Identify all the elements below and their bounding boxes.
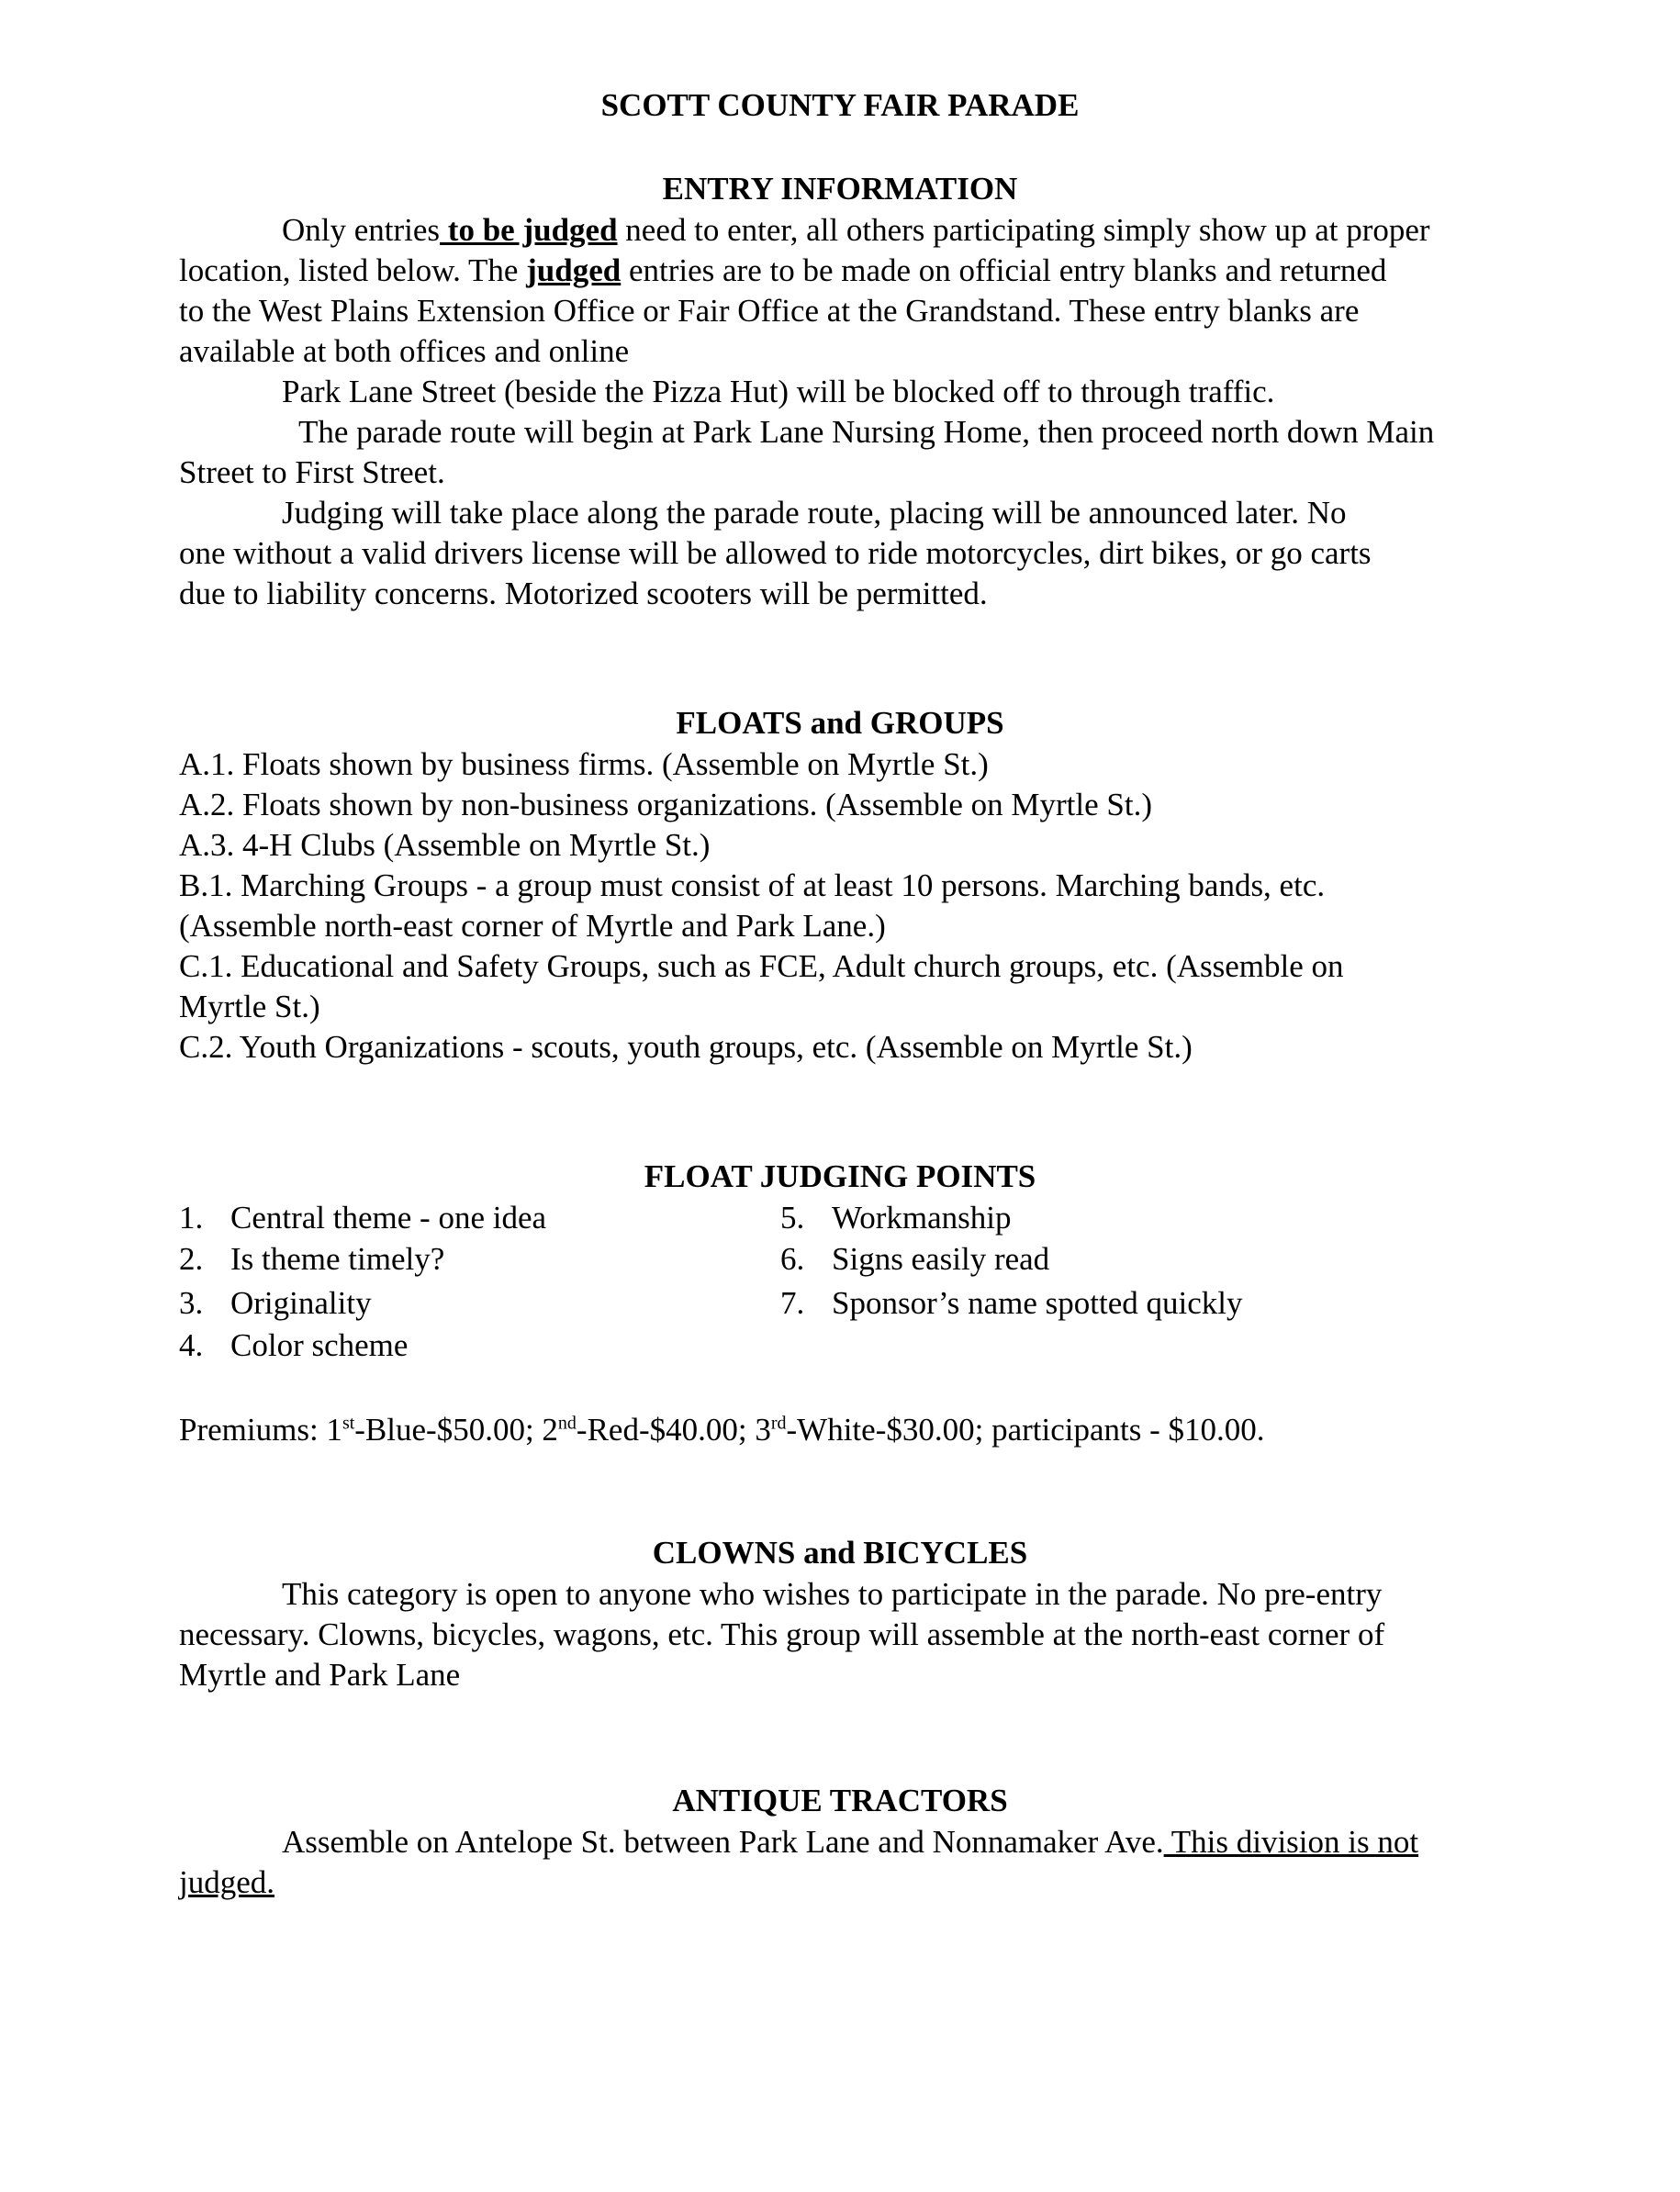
judging-point-2: 2. Is theme timely? xyxy=(179,1241,445,1277)
to-be-judged-emphasis: to be judged xyxy=(440,212,618,248)
floats-and-groups-heading: FLOATS and GROUPS xyxy=(676,705,1004,741)
floats-item-b1: B.1. Marching Groups - a group must consist of at least 10 persons. Marching bands, etc. xyxy=(179,867,1326,903)
clowns-line-3: Myrtle and Park Lane xyxy=(179,1657,461,1693)
entry-paragraph-4-line-1: Judging will take place along the parade route, placing will be announced later. No xyxy=(282,495,1347,531)
not-judged-note: This division is not xyxy=(1163,1824,1419,1860)
entry-paragraph-4-line-3: due to liability concerns. Motorized scooters will be permitted. xyxy=(179,576,988,611)
floats-item-c1: C.1. Educational and Safety Groups, such as FCE, Adult church groups, etc. (Assemble on xyxy=(179,948,1344,984)
tractors-line-1: Assemble on Antelope St. between Park Lane and Nonnamaker Ave. This division is not xyxy=(282,1824,1419,1860)
clowns-line-1: This category is open to anyone who wishes to participate in the parade. No pre-entry xyxy=(282,1576,1383,1612)
entry-paragraph-3-line-2: Street to First Street. xyxy=(179,454,445,490)
floats-item-a2: A.2. Floats shown by non-business organizations. (Assemble on Myrtle St.) xyxy=(179,787,1152,822)
entry-information-section xyxy=(179,210,1501,614)
entry-paragraph-1-line-4: available at both offices and online xyxy=(179,333,630,369)
clowns-line-2: necessary. Clowns, bicycles, wagons, etc. This group will assemble at the north-east corner of xyxy=(179,1616,1385,1652)
floats-item-b1-continued: (Assemble north-east corner of Myrtle and Park Lane.) xyxy=(179,908,886,944)
floats-item-c2: C.2. Youth Organizations - scouts, youth groups, etc. (Assemble on Myrtle St.) xyxy=(179,1029,1193,1065)
judged-emphasis: judged xyxy=(526,252,622,288)
tractors-line-2: judged. xyxy=(179,1864,275,1900)
premiums-line: Premiums: 1st-Blue-$50.00; 2nd-Red-$40.00; 3rd-White-$30.00; participants - $10.00. xyxy=(179,1412,1265,1448)
float-judging-points-heading: FLOAT JUDGING POINTS xyxy=(644,1158,1036,1194)
judging-point-1: 1. Central theme - one idea xyxy=(179,1200,547,1236)
clowns-and-bicycles-section xyxy=(179,1574,1501,1695)
judging-point-4: 4. Color scheme xyxy=(179,1327,409,1363)
antique-tractors-heading: ANTIQUE TRACTORS xyxy=(672,1783,1008,1818)
entry-paragraph-1-line-3: to the West Plains Extension Office or Fair Office at the Grandstand. These entry blanks are xyxy=(179,293,1360,329)
document-title: SCOTT COUNTY FAIR PARADE xyxy=(600,87,1080,123)
entry-paragraph-2: Park Lane Street (beside the Pizza Hut) will be blocked off to through traffic. xyxy=(282,374,1275,409)
judging-point-3: 3. Originality xyxy=(179,1285,372,1321)
judging-point-6: 6. Signs easily read xyxy=(780,1241,1050,1277)
clowns-and-bicycles-heading: CLOWNS and BICYCLES xyxy=(652,1535,1028,1571)
floats-item-a1: A.1. Floats shown by business firms. (Assemble on Myrtle St.) xyxy=(179,746,989,782)
entry-paragraph-4-line-2: one without a valid drivers license will be allowed to ride motorcycles, dirt bikes, or go carts xyxy=(179,535,1372,571)
judging-point-5: 5. Workmanship xyxy=(780,1200,1012,1236)
floats-and-groups-list xyxy=(179,744,1501,1068)
entry-information-heading: ENTRY INFORMATION xyxy=(662,171,1018,207)
floats-item-c1-continued: Myrtle St.) xyxy=(179,989,320,1024)
judging-point-7: 7. Sponsor’s name spotted quickly xyxy=(780,1285,1243,1321)
entry-paragraph-1-line-2: location, listed below. The judged entries are to be made on official entry blanks and returned xyxy=(179,252,1387,288)
floats-item-a3: A.3. 4-H Clubs (Assemble on Myrtle St.) xyxy=(179,827,711,863)
entry-paragraph-1-line-1: Only entries to be judged need to enter, all others participating simply show up at proper xyxy=(282,212,1430,248)
entry-paragraph-3-line-1: The parade route will begin at Park Lane Nursing Home, then proceed north down Main xyxy=(298,414,1435,450)
antique-tractors-section xyxy=(179,1822,1501,1903)
